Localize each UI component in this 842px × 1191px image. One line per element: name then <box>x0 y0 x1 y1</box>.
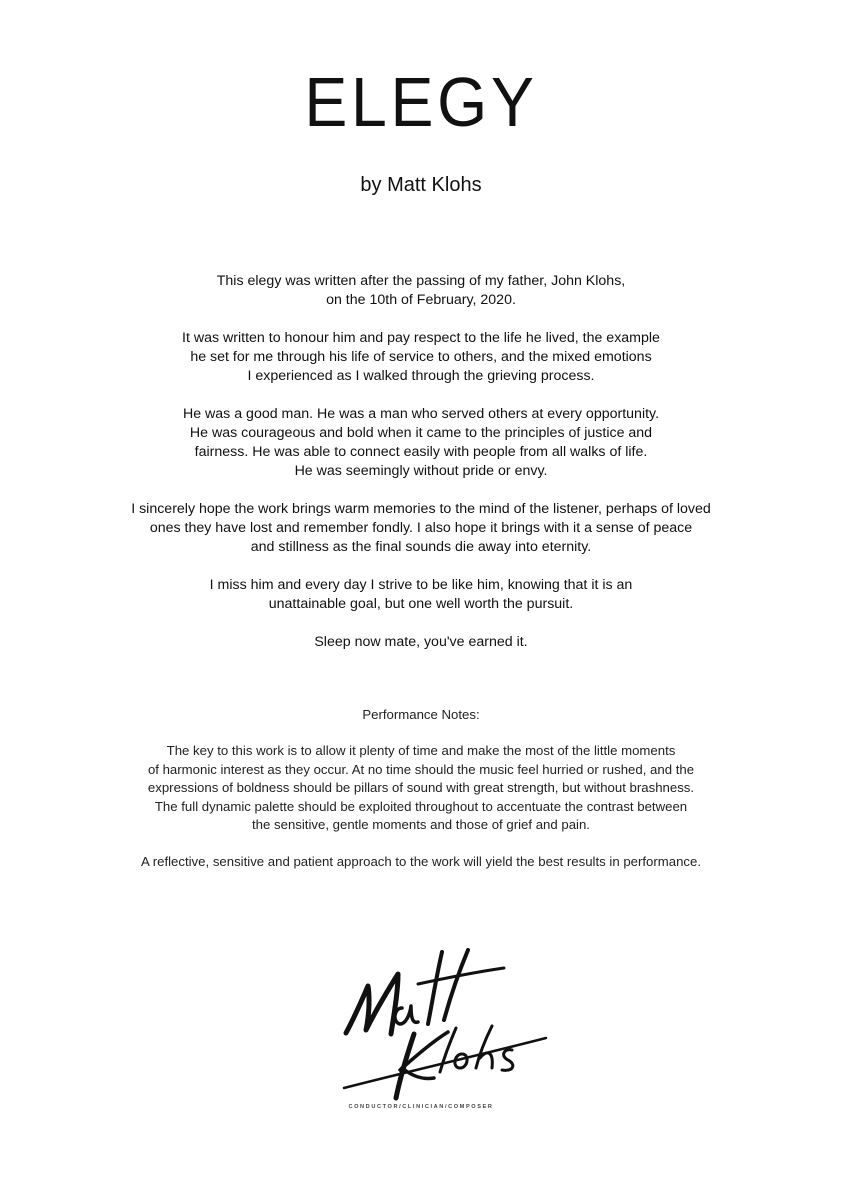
text-line: Sleep now mate, you've earned it. <box>314 634 528 650</box>
text-line: He was seemingly without pride or envy. <box>294 463 548 479</box>
signature-logo <box>336 938 556 1103</box>
text-line: A reflective, sensitive and patient approach to the work will yield the best results in performance. <box>140 853 702 869</box>
page-title: ELEGY <box>304 63 538 141</box>
text-line: I experienced as I walked through the grieving process. <box>247 368 595 384</box>
text-line: of harmonic interest as they occur. At no time should the music feel hurried or rushed, and the <box>147 761 695 777</box>
text-line: I miss him and every day I strive to be like him, knowing that it is an <box>209 577 633 593</box>
author-byline: by Matt Klohs <box>360 174 482 196</box>
signature-caption: CONDUCTOR/CLINICIAN/COMPOSER <box>348 1104 494 1110</box>
text-line: and stillness as the final sounds die away into eternity. <box>250 539 592 555</box>
text-line: It was written to honour him and pay respect to the life he lived, the example <box>182 330 660 346</box>
text-line: on the 10th of February, 2020. <box>326 292 516 308</box>
dedication-paragraph <box>60 576 782 614</box>
text-line: fairness. He was able to connect easily with people from all walks of life. <box>194 444 648 460</box>
dedication-paragraph <box>60 405 782 481</box>
notes-paragraph <box>60 742 782 835</box>
performance-notes-text <box>60 742 782 890</box>
text-line: the sensitive, gentle moments and those of grief and pain. <box>252 817 590 833</box>
dedication-paragraph <box>60 633 782 652</box>
text-line: ones they have lost and remember fondly. I also hope it brings with it a sense of peace <box>149 520 693 536</box>
text-line: expressions of boldness should be pillars of sound with great strength, but without brashness. <box>147 780 695 796</box>
text-line: I sincerely hope the work brings warm memories to the mind of the listener, perhaps of loved <box>131 501 711 517</box>
notes-paragraph <box>60 853 782 872</box>
text-line: This elegy was written after the passing of my father, John Klohs, <box>216 273 626 289</box>
dedication-text <box>60 272 782 671</box>
text-line: unattainable goal, but one well worth the pursuit. <box>268 596 574 612</box>
text-line: He was a good man. He was a man who served others at every opportunity. <box>182 406 660 422</box>
dedication-paragraph <box>60 272 782 310</box>
text-line: The full dynamic palette should be exploited throughout to accentuate the contrast between <box>154 798 688 814</box>
performance-notes-heading: Performance Notes: <box>362 707 480 722</box>
text-line: He was courageous and bold when it came to the principles of justice and <box>189 425 653 441</box>
dedication-paragraph <box>60 500 782 557</box>
text-line: he set for me through his life of service to others, and the mixed emotions <box>190 349 652 365</box>
dedication-paragraph <box>60 329 782 386</box>
text-line: The key to this work is to allow it plenty of time and make the most of the little moments <box>166 743 676 758</box>
